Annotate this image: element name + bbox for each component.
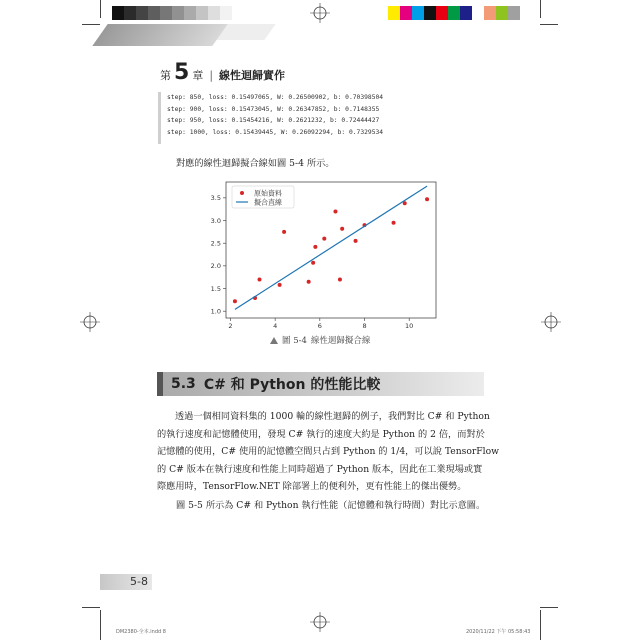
section-title: C# 和 Python 的性能比較 [203,377,381,393]
section-heading [157,372,484,396]
data-point [282,230,286,234]
slug-file-info: DM2380-全本.indd 8 [116,629,166,635]
caption-triangle-icon [270,337,278,344]
data-point [340,227,344,231]
y-tick-label: 1.0 [210,307,221,316]
data-point [307,280,311,284]
body-line: 際應用時，TensorFlow.NET 除部署上的便利外，更有性能上的傑出優勢。 [157,481,467,493]
crop-mark [100,0,101,18]
data-point [313,245,317,249]
chapter-prefix: 第 [160,69,171,82]
data-point [392,221,396,225]
y-tick-label: 1.5 [210,284,221,293]
registration-mark-left [80,312,100,332]
body-paragraph [157,408,499,496]
page-number: 5-8 [100,574,152,590]
code-output-block [158,92,497,144]
y-tick-label: 3.0 [210,216,221,225]
figure-caption [270,334,370,346]
data-point [333,209,337,213]
data-point [278,283,282,287]
intro-sentence: 對應的線性迴歸擬合線如圖 5-4 所示。 [176,158,335,169]
data-point [338,277,342,281]
body-line: 的執行速度和記憶體使用，發現 C# 執行的速度大約是 Python 的 2 倍，而對於 [157,428,485,440]
code-line: step: 950, loss: 0.15454216, W: 0.2621232, b: 0.72444427 [167,117,380,124]
registration-mark-bottom [310,612,330,632]
x-tick-label: 2 [228,322,233,330]
figure-label: 圖 5-4 [282,336,307,346]
data-point [425,197,429,201]
grayscale-bar [112,6,232,20]
chapter-header [160,60,285,85]
crop-mark [82,24,100,25]
body-line: 記憶體的使用，C# 使用的記憶體空間只占到 Python 的 1/4，可以說 TensorFlow [157,446,499,458]
closing-sentence: 圖 5-5 所示為 C# 和 Python 執行性能（記憶體和執行時間）對比示意圖。 [176,500,486,511]
code-line: step: 900, loss: 0.15473045, W: 0.26347852, b: 0.7148355 [167,105,380,113]
data-point [311,261,315,265]
header-band [92,24,227,46]
legend-label: 擬合直線 [254,198,282,207]
chapter-number: 5 [174,60,190,85]
x-tick-label: 10 [405,322,414,330]
data-point [322,237,326,241]
data-point [258,277,262,281]
code-line: step: 850, loss: 0.15497065, W: 0.26500902, b: 0.70398504 [167,94,384,101]
code-line: step: 1000, loss: 0.15439445, W: 0.26092294, b: 0.7329534 [167,128,384,136]
crop-mark [540,607,558,608]
regression-chart [196,172,444,334]
body-line: 的 C# 版本在執行速度和性能上同時超過了 Python 版本，因此在工業現場或實 [157,463,483,475]
registration-mark-top [310,3,330,23]
chapter-separator: | [209,69,214,82]
x-tick-label: 6 [317,322,322,330]
x-tick-label: 4 [273,322,278,330]
legend-label: 原始資料 [254,189,282,198]
legend-point-swatch [240,191,244,195]
slug-timestamp: 2020/11/22 下午 05:58:43 [466,629,531,635]
y-tick-label: 3.5 [210,194,221,203]
body-line: 透過一個相同資料集的 1000 輪的線性迴歸的例子，我們對比 C# 和 Python [175,411,490,422]
y-tick-label: 2.5 [210,239,221,248]
crop-mark [540,610,541,640]
x-tick-label: 8 [362,322,367,330]
section-number: 5.3 [171,376,196,392]
data-point [354,239,358,243]
chapter-title: 線性迴歸實作 [219,69,286,82]
figure-caption-text: 線性迴歸擬合線 [310,336,371,346]
section-accent-bar [157,372,163,396]
crop-mark [540,0,541,18]
crop-mark [100,610,101,640]
y-tick-label: 2.0 [210,262,221,271]
crop-mark [82,607,100,608]
color-bar [388,6,520,20]
data-point [233,299,237,303]
registration-mark-right [541,312,561,332]
chapter-suffix: 章 [192,69,204,82]
crop-mark [540,24,558,25]
